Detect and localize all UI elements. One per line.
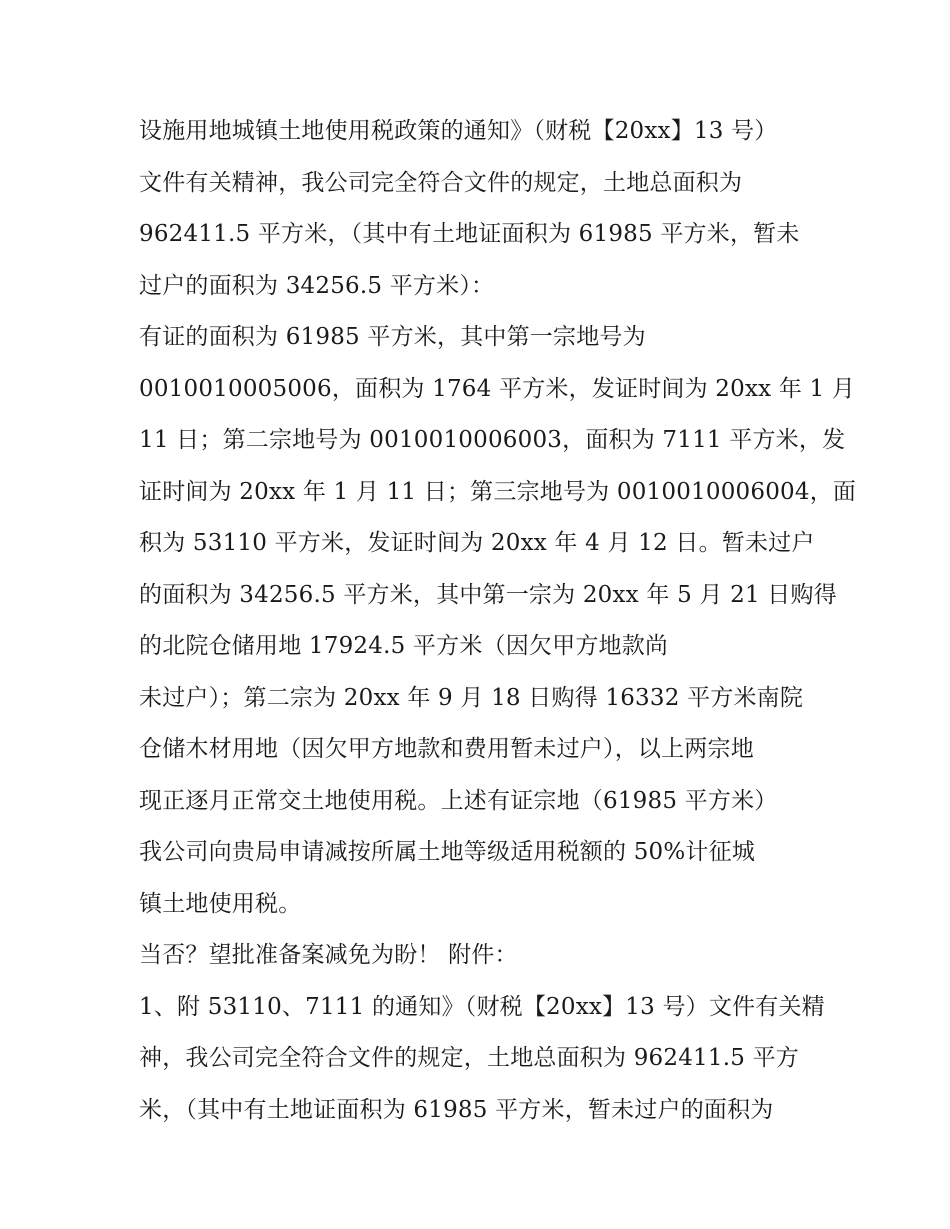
text-line: 证时间为 20xx 年 1 月 11 日；第三宗地号为 0010010006004，面 bbox=[139, 478, 857, 505]
text-line: 仓储木材用地（因欠甲方地款和费用暂未过户），以上两宗地 bbox=[139, 736, 754, 762]
text-line: 现正逐月正常交土地使用税。上述有证宗地（61985 平方米） bbox=[139, 787, 778, 814]
text-line: 962411.5 平方米，（其中有土地证面积为 61985 平方米，暂未 bbox=[139, 221, 800, 247]
text-line: 11 日；第二宗地号为 0010010006003，面积为 7111 平方米，发 bbox=[139, 427, 846, 453]
text-line: 有证的面积为 61985 平方米，其中第一宗地号为 bbox=[139, 324, 646, 350]
text-line: 0010010005006，面积为 1764 平方米，发证时间为 20xx 年 1 月 bbox=[139, 375, 856, 402]
document-body bbox=[139, 106, 857, 1136]
text-line: 的面积为 34256.5 平方米，其中第一宗为 20xx 年 5 月 21 日购得 bbox=[139, 581, 837, 608]
text-line: 过户的面积为 34256.5 平方米）： bbox=[139, 272, 495, 299]
text-line: 神，我公司完全符合文件的规定，土地总面积为 962411.5 平方 bbox=[139, 1045, 799, 1071]
text-line: 镇土地使用税。 bbox=[139, 890, 302, 917]
text-line: 1、附 53110、7111 的通知》（财税【20xx】13 号）文件有关精 bbox=[139, 993, 825, 1020]
text-line: 文件有关精神，我公司完全符合文件的规定，土地总面积为 bbox=[139, 169, 743, 196]
text-line: 设施用地城镇土地使用税政策的通知》（财税【20xx】13 号） bbox=[139, 118, 778, 144]
text-line: 当否？望批准备案减免为盼！ 附件： bbox=[139, 942, 518, 968]
text-line: 我公司向贵局申请减按所属土地等级适用税额的 50%计征城 bbox=[139, 839, 756, 865]
text-line: 米，（其中有土地证面积为 61985 平方米，暂未过户的面积为 bbox=[139, 1096, 774, 1123]
text-line: 积为 53110 平方米，发证时间为 20xx 年 4 月 12 日。暂未过户 bbox=[139, 530, 815, 556]
text-line: 的北院仓储用地 17924.5 平方米（因欠甲方地款尚 bbox=[139, 633, 669, 659]
text-line: 未过户）；第二宗为 20xx 年 9 月 18 日购得 16332 平方米南院 bbox=[139, 684, 804, 711]
